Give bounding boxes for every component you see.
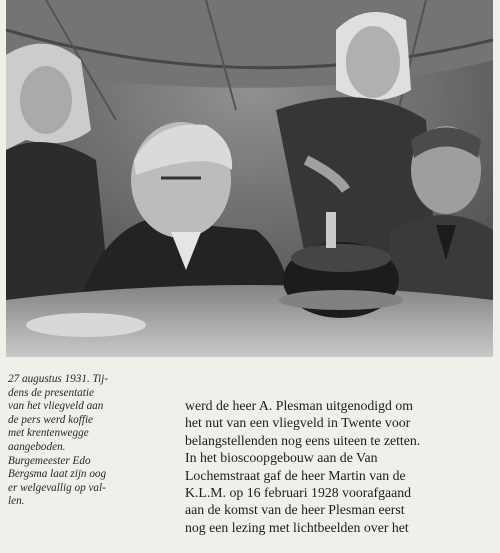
article-body-text [185,397,497,553]
body-line: belangstellenden nog eens uiteen te zetten. [185,432,421,448]
body-line: Lochemstraat gaf de heer Martin van de [185,467,406,483]
body-line: K.L.M. op 16 februari 1928 voorafgaand [185,485,412,501]
caption-line: er welgevallig op val- [8,481,106,494]
photo-illustration [6,0,493,357]
body-line: nog een lezing met lichtbeelden over het [185,519,409,535]
caption-line: dens de presentatie [8,386,94,399]
body-line: werd de heer A. Plesman uitgenodigd om [185,398,413,413]
caption-line: de pers werd koffie [8,413,94,426]
body-line: het nut van een vliegveld in Twente voor [185,415,411,431]
historical-photo [6,0,493,357]
caption-line: aangeboden. [8,440,66,453]
caption-line: Burgemeester Edo [8,454,91,467]
caption-line: 27 augustus 1931. Tij- [8,373,109,385]
caption-line: met krentenwegge [8,427,89,440]
caption-line: Bergsma laat zijn oog [8,468,107,481]
photo-caption [8,373,170,509]
body-line: In het bioscoopgebouw aan de Van [185,450,378,466]
caption-line: van het vliegveld aan [8,400,104,413]
body-line: aan de komst van de heer Plesman eerst [185,502,405,518]
caption-line: len. [8,495,25,508]
